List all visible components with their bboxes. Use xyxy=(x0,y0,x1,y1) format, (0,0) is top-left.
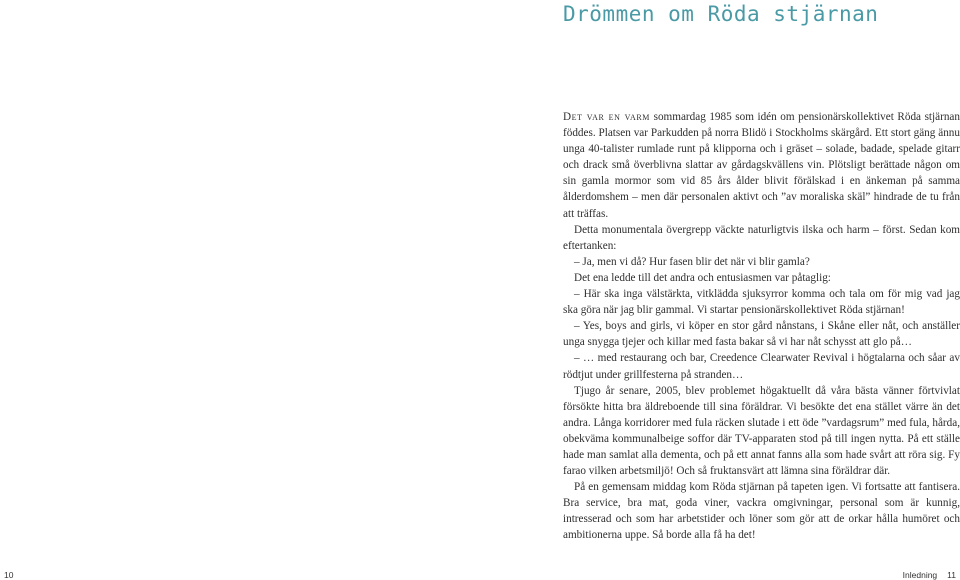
paragraph-7: – … med restaurang och bar, Creedence Clearwater Revival i högtalarna och såar av rödtjut under grillfesterna på stranden… xyxy=(563,352,960,381)
lead-in-small-caps: Det var en varm xyxy=(563,111,651,123)
paragraph-5: – Här ska inga välstärkta, vitklädda sjuksyrror komma och tala om för mig vad jag ska göra när jag blir gammal. Vi startar pensionärskollektivet Röda stjärnan! xyxy=(563,288,960,317)
right-page-number: 11 xyxy=(947,570,956,580)
right-page-footer xyxy=(903,570,956,580)
chapter-title: Drömmen om Röda stjärnan xyxy=(563,2,879,26)
paragraph-1 xyxy=(563,109,960,222)
paragraph-3: – Ja, men vi då? Hur fasen blir det när vi blir gamla? xyxy=(574,255,810,268)
paragraph-1-text: sommardag 1985 som idén om pensionärskollektivet Röda stjärnan föddes. Platsen var Parkudden på norra Blidö i Stockholms skärgård. Ett stort gäng ännu unga 40-talister rumlade runt på klipporna och i gräset – solade, badade, spelade gitarr och drack små överblivna slattar av gårdagskvällens vin. Plötsligt berättade någon om sin gamla mormor som vid 85 års ålder blivit förälskad i en änkeman på samma ålderdomshem – men där personalen aktivt och ”av moraliska skäl” hindrade de tu från att träffas. xyxy=(563,111,960,220)
running-footer-section: Inledning xyxy=(902,570,938,580)
left-page-number: 10 xyxy=(4,570,14,580)
paragraph-6: – Yes, boys and girls, vi köper en stor gård nånstans, i Skåne eller nåt, och anställer unga snygga tjejer och killar med fasta bakar så vi har nåt schysst att glo på… xyxy=(563,320,960,349)
paragraph-8: Tjugo år senare, 2005, blev problemet högaktuellt då våra bästa vänner förtvivlat försökte hitta bra äldreboende till sina föräldrar. Vi besökte det ena stället värre än det andra. Långa korridorer med fula räcken slutade i ett öde ”vardagsrum” med fula, hårda, obekväma kommunalbeige soffor där TV-apparaten stod på till ingen nytta. På ett ställe hade man samlat alla dementa, och på ett annat fanns alla som hade svårt att röra sig. Fy farao vilken arbetsmiljö! Och så fruktansvärt att lämna sina föräldrar där. xyxy=(563,384,960,478)
paragraph-4: Det ena ledde till det andra och entusiasmen var påtaglig: xyxy=(574,271,831,284)
paragraph-2: Detta monumentala övergrepp väckte naturligtvis ilska och harm – först. Sedan kom eftertanken: xyxy=(563,223,960,252)
paragraph-9: På en gemensam middag kom Röda stjärnan på tapeten igen. Vi fortsatte att fantisera. Bra service, bra mat, goda viner, vackra omgivningar, personal som är kunnig, intresserad och som har arbetstider och löner som gör att de orkar hålla humöret och ambitionerna uppe. Så borde alla få ha det! xyxy=(563,481,960,542)
chapter-body xyxy=(563,109,960,544)
